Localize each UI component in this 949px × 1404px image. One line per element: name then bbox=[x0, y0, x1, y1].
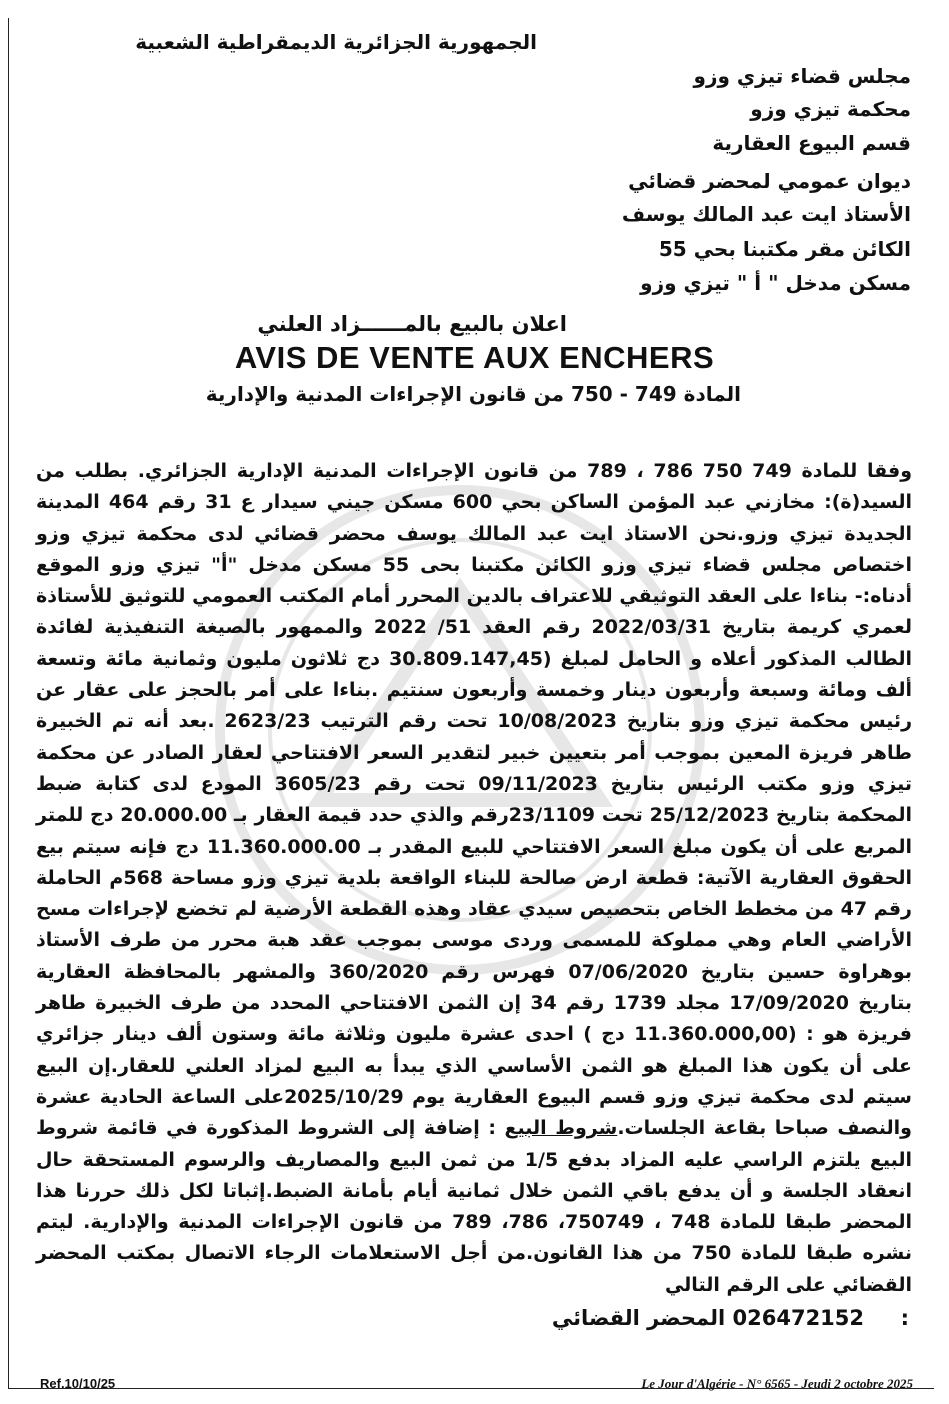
notice-body bbox=[36, 456, 912, 1301]
footer-publication: Le Jour d'Algérie - N° 6565 - Jeudi 2 octobre 2025 bbox=[641, 1376, 913, 1391]
header-line-2: محكمة تيزي وزو bbox=[750, 97, 911, 121]
contact-phone: 026472152 bbox=[732, 1306, 865, 1330]
sale-conditions-label: شروط البيع bbox=[504, 1117, 618, 1140]
header-line-1: مجلس قضاء تيزي وزو bbox=[693, 64, 911, 88]
republic-title: الجمهورية الجزائرية الديمقراطية الشعبية bbox=[135, 30, 537, 54]
contact-label: المحضر القضائي bbox=[551, 1306, 726, 1330]
notice-title-arabic: اعلان بالبيع بالمــــــزاد العلني bbox=[257, 312, 567, 336]
body-paragraph: وفقا للمادة 749 750 786 ، 789 من قانون الإجراءات المدنية الإدارية الجزائري. بطلب من السيد(ة): مخازني عبد المؤمن الساكن بحي 600 مسكن جيني سيدار ع 31 رقم 464 المدينة الجديدة تيزي وزو.نحن الاستاذ ايت عبد المالك يوسف محضر قضائي لدى محكمة تيزي وزو اختصاص مجلس قضاء تيزي وزو الكائن مكتبنا بحى 55 مسكن مدخل "أ" تيزي وزو الموقع أدناه:- بناءا على العقد التوثيقي للاعتراف بالدين المحرر أمام المكتب العمومي للتوثيق للأستاذة لعمري كريمة بتاريخ 2022/03/31 رقم العقد 51/ 2022 والممهور بالصيغة التنفيذية لفائدة الطالب المذكور أعلاه و الحامل لمبلغ (30.809.147,45 دج ثلاثون مليون وثمانية مائة وتسعة ألف ومائة وسبعة وأربعون دينار وخمسة وأربعون سنتيم .بناءا على أمر بالحجز على عقار عن رئيس محكمة تيزي وزو بتاريخ 10/08/2023 تحت رقم الترتيب 2623/23 .بعد أنه تم الخبيرة طاهر فريزة المعين بموجب أمر بتعيين خبير لتقدير السعر الافتتاحي لعقار الصادر عن محكمة تيزي وزو مكتب الرئيس بتاريخ 09/11/2023 تحت رقم 3605/23 المودع لدى كتابة ضبط المحكمة بتاريخ 25/12/2023 تحت 23/1109رقم والذي حدد قيمة العقار بـ 20.000.00 دج للمتر المربع على أن يكون مبلغ السعر الافتتاحي للبيع المقدر بـ 11.360.000.00 دج فإنه سيتم بيع الحقوق العقارية الآتية: قطعة ارض صالحة للبناء الواقعة بلدية تيزي وزو مساحة 568م الحاملة رقم 47 من مخطط الخاص بتحصيص سيدي عقاد وهذه القطعة الأرضية لم تخضع لإجراءات مسح الأراضي العام وهي مملوكة للمسمى وردى موسى بموجب عقد هبة محرر من طرف الأستاذ بوهراوة حسين بتاريخ 07/06/2020 فهرس رقم 360/2020 والمشهر بالمحافظة العقارية بتاريخ 17/09/2020 مجلد 1739 رقم 34 إن الثمن الافتتاحي المحدد من طرف الخبيرة طاهر فريزة هو : (11.360.000,00 دج ) احدى عشرة مليون وثلاثة مائة وستون ألف دينار جزائري على أن يكون هذا المبلغ هو الثمن الأساسي الذي يبدأ به البيع لمزاد العلني للعقار.إن البيع سيتم لدى محكمة تيزي وزو قسم البيوع العقارية يوم 2025/10/29على الساعة الحادية عشرة والنصف صباحا بقاعة الجلسات. bbox=[36, 460, 913, 1140]
header-line-5: الأستاذ ايت عبد المالك يوسف bbox=[621, 202, 911, 226]
header-line-4: ديوان عمومي لمحضر قضائي bbox=[628, 169, 911, 193]
footer-ref: Ref.10/10/25 bbox=[40, 1376, 116, 1391]
contact-line bbox=[552, 1306, 909, 1330]
body-conditions: : إضافة إلى الشروط المذكورة في قائمة شروط البيع يلتزم الراسي عليه المزاد بدفع 1/5 من ثمن البيع والمصاريف والرسوم المستحقة حال انعقاد الجلسة و أن يدفع باقي الثمن خلال ثمانية أيام بأمانة الضبط.إثباتا لكل ذلك حررنا هذا المحضر طبقا للمادة 748 ، 750749، 786، 789 من قانون الإجراءات المدنية والإدارية. ليتم نشره طبقا للمادة 750 من هذا القانون.من أجل الاستعلامات الرجاء الاتصال بمكتب المحضر القضائي على الرقم التالي bbox=[36, 1117, 912, 1296]
header-line-7: مسكن مدخل " أ " تيزي وزو bbox=[640, 271, 911, 295]
contact-colon: : bbox=[900, 1306, 909, 1330]
article-reference: المادة 749 - 750 من قانون الإجراءات المدنية والإدارية bbox=[205, 382, 741, 406]
notice-title-french: AVIS DE VENTE AUX ENCHERS bbox=[234, 340, 715, 375]
header-line-3: قسم البيوع العقارية bbox=[712, 131, 911, 155]
header-line-6: الكائن مقر مكتبنا بحي 55 bbox=[658, 237, 911, 261]
